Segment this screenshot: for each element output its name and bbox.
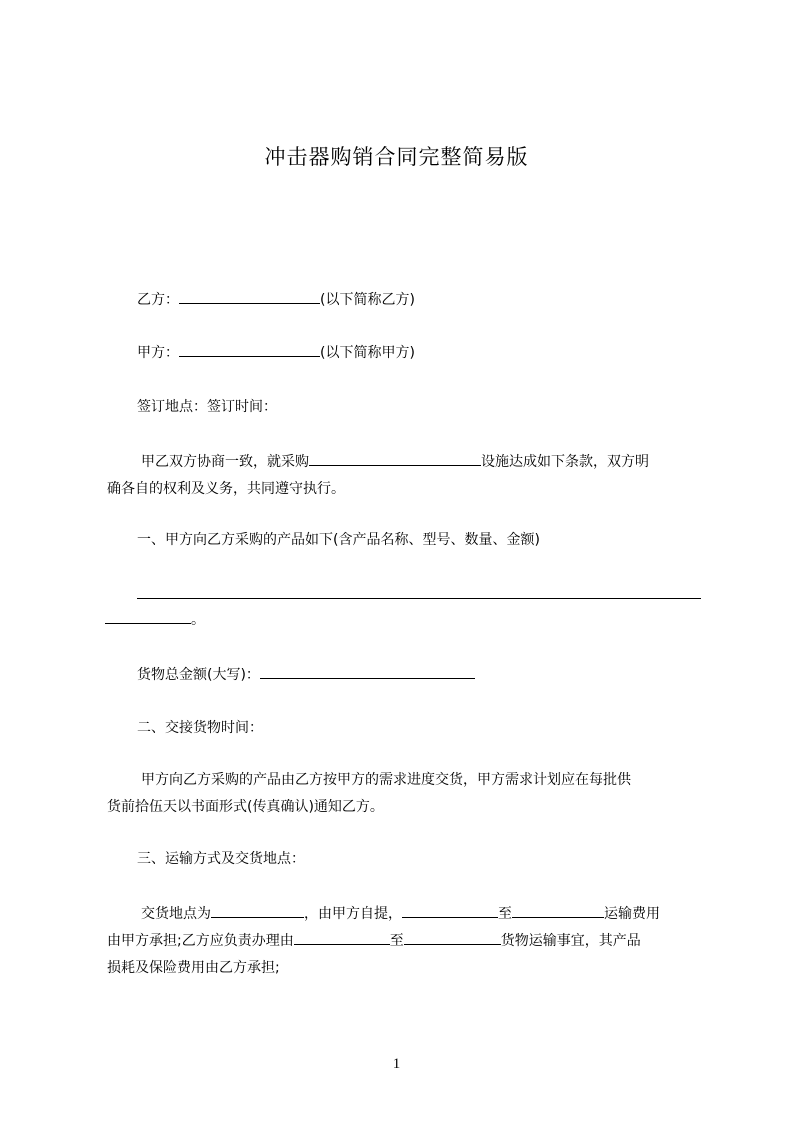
sign-info: 签订地点：签订时间： [137, 399, 277, 415]
section1-blank-line-1 [137, 598, 701, 599]
section1-end-mark: 。 [191, 612, 205, 628]
intro-part2: 设施达成如下条款，双方明 [481, 454, 649, 470]
section3-l1-d: 运输费用 [604, 906, 660, 922]
intro-part1: 甲乙双方协商一致，就采购 [141, 454, 309, 470]
section3-l2-b: 至 [389, 933, 404, 949]
total-amount-line [137, 665, 475, 685]
section1-heading: 一、甲方向乙方采购的产品如下(含产品名称、型号、数量、金额) [137, 532, 540, 548]
section3-line-2 [107, 931, 641, 951]
from-blank-1 [402, 904, 498, 918]
to-blank-1 [512, 904, 604, 918]
party-b-line [137, 290, 415, 310]
document-title: 冲击器购销合同完整简易版 [264, 145, 529, 169]
section3-line-1 [141, 904, 660, 924]
intro-line-1 [141, 452, 649, 472]
section3-l1-c: 至 [498, 906, 512, 922]
party-a-line [137, 343, 415, 363]
section3-l1-a: 交货地点为 [141, 906, 211, 922]
party-b-blank [179, 290, 320, 304]
section2-line-1: 甲方向乙方采购的产品由乙方按甲方的需求进度交货，甲方需求计划应在每批供 [141, 772, 631, 788]
section2-heading: 二、交接货物时间： [137, 720, 263, 736]
section3-heading: 三、运输方式及交货地点： [137, 851, 305, 867]
section2-line-2: 货前拾伍天以书面形式(传真确认)通知乙方。 [107, 799, 384, 815]
total-amount-blank [260, 665, 475, 679]
party-a-blank [179, 343, 320, 357]
to-blank-2 [404, 931, 501, 945]
section1-blank-line-2 [105, 610, 205, 630]
section3-l2-c: 货物运输事宜，其产品 [500, 933, 641, 949]
party-b-label: 乙方： [137, 292, 179, 308]
section1-blank-short [105, 610, 191, 624]
from-blank-2 [294, 931, 390, 945]
party-a-suffix: (以下简称甲方) [320, 345, 415, 361]
total-amount-label: 货物总金额(大写)： [137, 667, 260, 683]
section3-l2-a: 由甲方承担;乙方应负责办理由 [107, 933, 294, 949]
party-a-label: 甲方： [137, 345, 179, 361]
section3-line-3: 损耗及保险费用由乙方承担; [107, 960, 280, 976]
delivery-place-blank [211, 904, 304, 918]
page-number: 1 [392, 1056, 401, 1072]
intro-blank [309, 452, 481, 466]
party-b-suffix: (以下简称乙方) [320, 292, 415, 308]
intro-line-2: 确各自的权利及义务，共同遵守执行。 [107, 481, 345, 497]
section3-l1-b: ，由甲方自提， [304, 906, 402, 922]
